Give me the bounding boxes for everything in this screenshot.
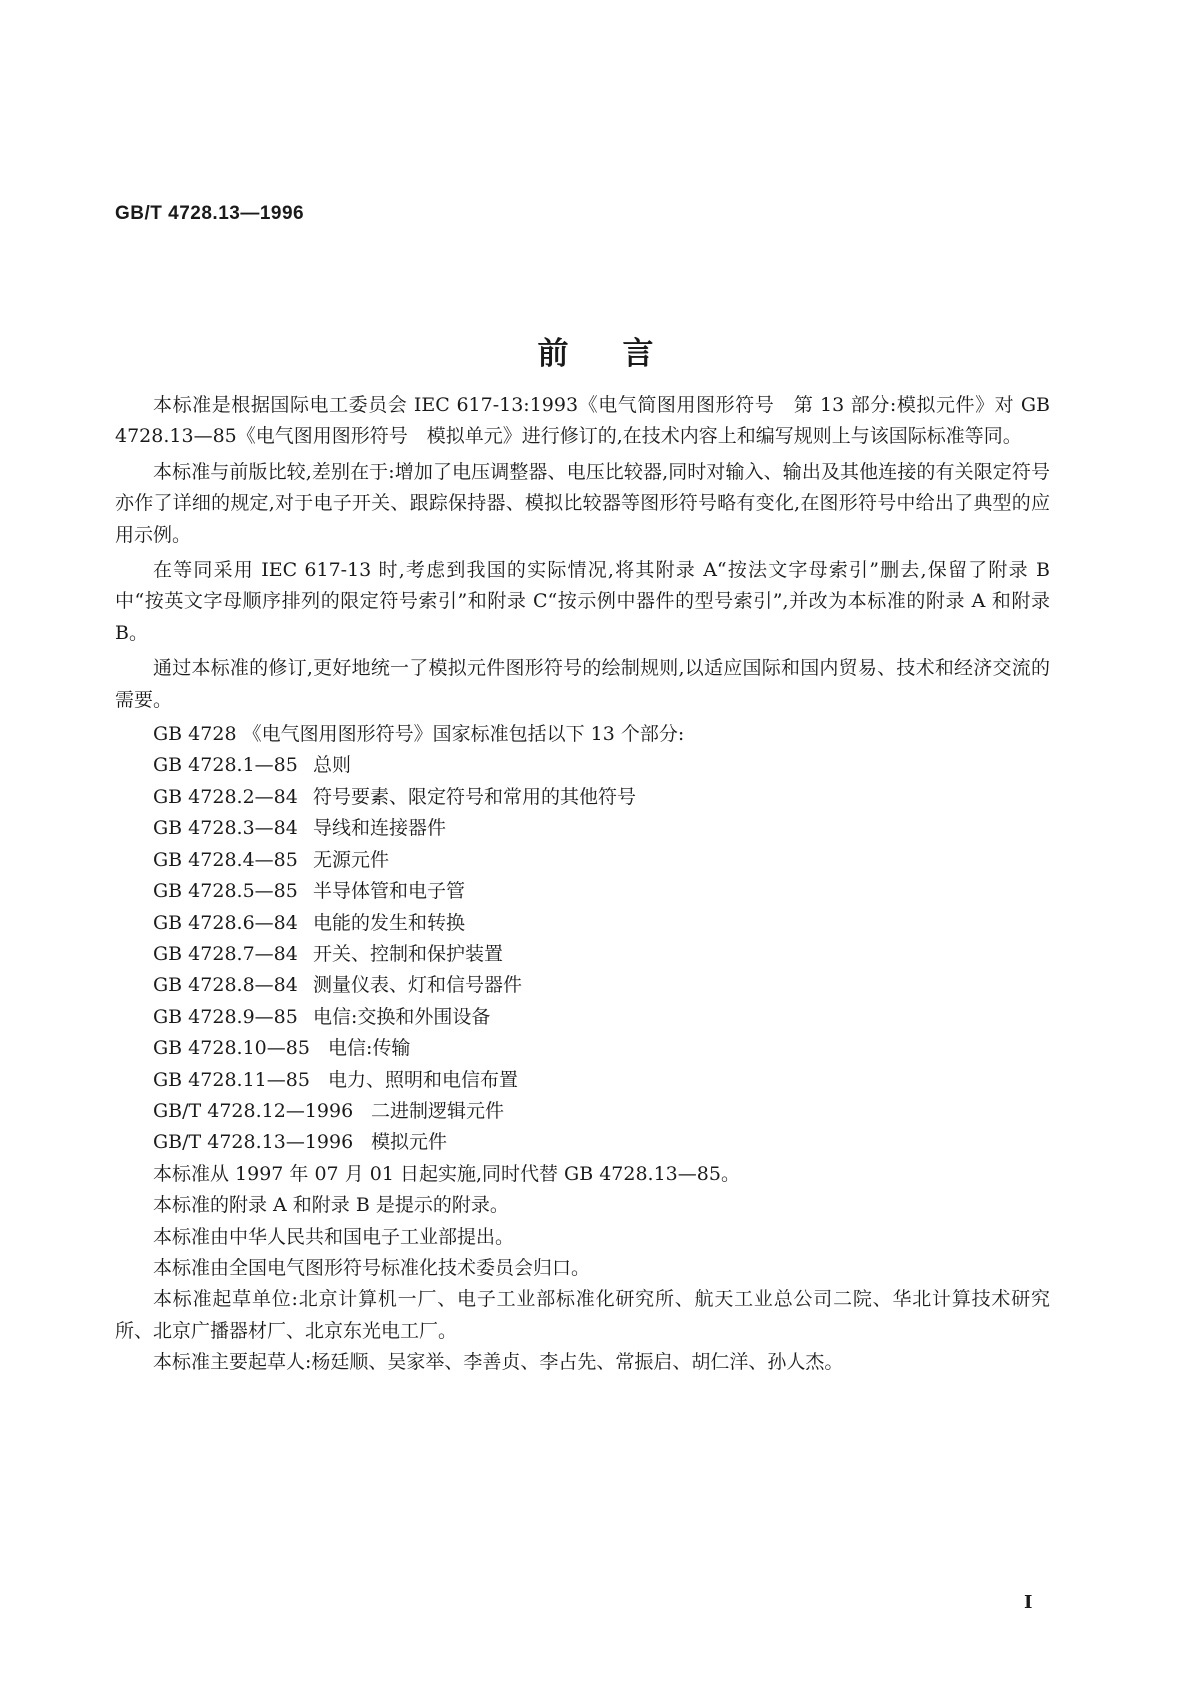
paragraph: 本标准由全国电气图形符号标准化技术委员会归口。 (153, 1256, 591, 1279)
paragraph: 本标准主要起草人:杨廷顺、吴家举、李善贞、李占先、常振启、胡仁洋、孙人杰。 (153, 1351, 844, 1374)
list-item (153, 908, 1050, 939)
part-code: GB 4728.5—85 (153, 880, 298, 903)
paragraph: 本标准是根据国际电工委员会 IEC 617-13:1993《电气简图用图形符号 第 13 部分:模拟元件》对 GB 4728.13—85《电气图用图形符号 模拟单元》进行修订的,在技术内容上和编写规则上与该国际标准等同。 (115, 394, 1050, 448)
list-item (153, 1033, 1050, 1064)
part-code: GB 4728.6—84 (153, 911, 298, 934)
paragraph: 本标准从 1997 年 07 月 01 日起实施,同时代替 GB 4728.13—85。 (153, 1162, 740, 1185)
list-item (153, 750, 1050, 781)
paragraph: 本标准的附录 A 和附录 B 是提示的附录。 (153, 1194, 509, 1217)
part-name: 测量仪表、灯和信号器件 (313, 974, 523, 997)
list-item (153, 1002, 1050, 1033)
list-item (153, 845, 1050, 876)
parts-intro: GB 4728 《电气图用图形符号》国家标准包括以下 13 个部分: (153, 723, 685, 746)
part-name: 电能的发生和转换 (313, 911, 466, 934)
paragraph: 本标准由中华人民共和国电子工业部提出。 (153, 1225, 515, 1248)
part-name: 二进制逻辑元件 (371, 1099, 505, 1122)
closing-section (115, 1159, 1050, 1379)
paragraph: 在等同采用 IEC 617-13 时,考虑到我国的实际情况,将其附录 A“按法文字母索引”删去,保留了附录 B 中“按英文字母顺序排列的限定符号索引”和附录 C“按示例中器件的型号索引”,并改为本标准的附录 A 和附录 B。 (115, 559, 1050, 644)
list-item (153, 1096, 1050, 1127)
part-name: 电力、照明和电信布置 (328, 1068, 519, 1091)
paragraph: 本标准起草单位:北京计算机一厂、电子工业部标准化研究所、航天工业总公司二院、华北计算技术研究所、北京广播器材厂、北京东光电工厂。 (115, 1288, 1050, 1342)
list-item (153, 782, 1050, 813)
part-code: GB/T 4728.12—1996 (153, 1099, 354, 1122)
part-name: 半导体管和电子管 (313, 880, 466, 903)
part-code: GB 4728.10—85 (153, 1037, 310, 1060)
part-code: GB 4728.9—85 (153, 1005, 298, 1028)
part-code: GB 4728.1—85 (153, 754, 298, 777)
paragraph: 通过本标准的修订,更好地统一了模拟元件图形符号的绘制规则,以适应国际和国内贸易、技术和经济交流的需要。 (115, 657, 1050, 711)
part-code: GB 4728.4—85 (153, 848, 298, 871)
part-name: 电信:传输 (328, 1037, 411, 1060)
part-name: 符号要素、限定符号和常用的其他符号 (313, 785, 637, 808)
list-item (153, 1065, 1050, 1096)
paragraph: 本标准与前版比较,差别在于:增加了电压调整器、电压比较器,同时对输入、输出及其他连接的有关限定符号亦作了详细的规定,对于电子开关、跟踪保持器、模拟比较器等图形符号略有变化,在图形符号中给出了典型的应用示例。 (115, 460, 1050, 546)
list-item (153, 970, 1050, 1001)
standard-code: GB/T 4728.13—1996 (115, 203, 305, 224)
part-code: GB 4728.2—84 (153, 785, 298, 808)
document-body (115, 390, 1050, 1379)
part-name: 模拟元件 (371, 1131, 448, 1154)
part-name: 电信:交换和外围设备 (313, 1005, 491, 1028)
page-title: 前言 (537, 336, 708, 372)
part-name: 导线和连接器件 (313, 817, 447, 840)
list-item (153, 939, 1050, 970)
part-name: 无源元件 (313, 848, 390, 871)
list-item (153, 813, 1050, 844)
part-code: GB/T 4728.13—1996 (153, 1131, 354, 1154)
part-name: 总则 (313, 754, 352, 777)
list-item (153, 876, 1050, 907)
part-code: GB 4728.7—84 (153, 942, 298, 965)
list-item (153, 1127, 1050, 1158)
part-code: GB 4728.8—84 (153, 974, 298, 997)
part-code: GB 4728.11—85 (153, 1068, 310, 1091)
part-code: GB 4728.3—84 (153, 817, 298, 840)
parts-list (115, 750, 1050, 1158)
part-name: 开关、控制和保护装置 (313, 942, 504, 965)
page-number: I (1024, 1592, 1033, 1613)
